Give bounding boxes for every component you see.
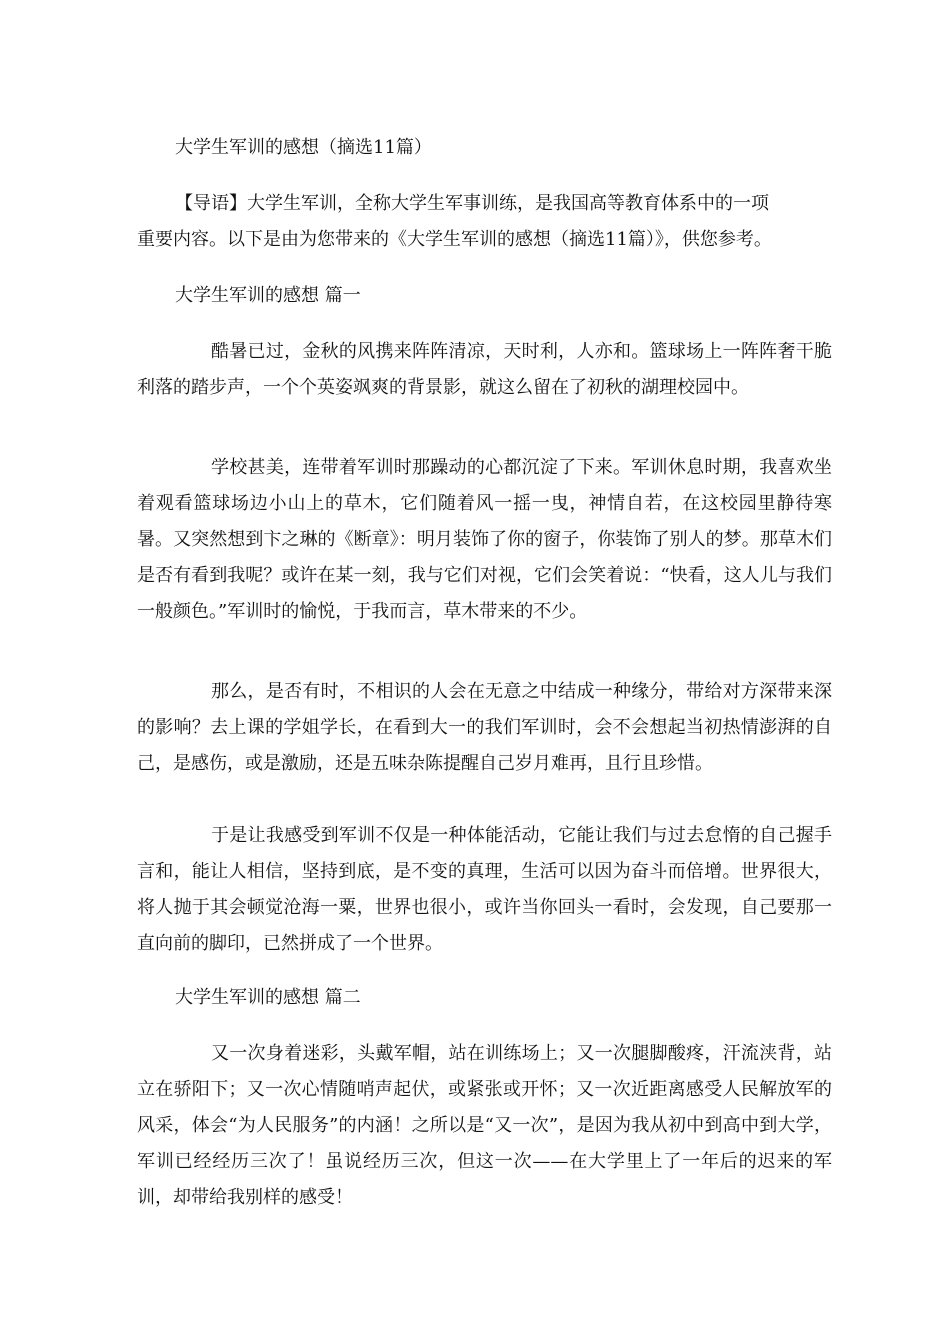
section-2-paragraph-1: 又一次身着迷彩，头戴军帽，站在训练场上；又一次腿脚酸疼，汗流浃背，站立在骄阳下；又一次心情随哨声起伏，或紧张或开怀；又一次近距离感受人民解放军的风采，体会“为人民服务”的内涵！之所以是“又一次”，是因为我从初中到高中到大学，军训已经经历三次了！虽说经历三次，但这一次——在大学里上了一年后的迟来的军训，却带给我别样的感受！ xyxy=(137,1043,832,1208)
document-title: 大学生军训的感想（摘选11篇） xyxy=(175,137,432,158)
intro-line-2: 重要内容。以下是由为您带来的《大学生军训的感想（摘选11篇）》，供您参考。 xyxy=(137,229,772,250)
section-1-paragraph-3: 那么，是否有时，不相识的人会在无意之中结成一种缘分，带给对方深带来深的影响？去上课的学姐学长，在看到大一的我们军训时，会不会想起当初热情澎湃的自己，是感伤，或是激励，还是五味杂陈提醒自己岁月难再，且行且珍惜。 xyxy=(137,681,832,774)
section-1-paragraph-2: 学校甚美，连带着军训时那躁动的心都沉淀了下来。军训休息时期，我喜欢坐着观看篮球场边小山上的草木，它们随着风一摇一曳，神情自若，在这校园里静待寒暑。又突然想到卞之琳的《断章》：明月装饰了你的窗子，你装饰了别人的梦。那草木们是否有看到我呢？或许在某一刻，我与它们对视，它们会笑着说：“快看，这人儿与我们一般颜色。”军训时的愉悦，于我而言，草木带来的不少。 xyxy=(137,457,832,622)
section-heading-2: 大学生军训的感想 篇二 xyxy=(175,987,361,1008)
section-1-paragraph-4: 于是让我感受到军训不仅是一种体能活动，它能让我们与过去怠惰的自己握手言和，能让人相信，坚持到底，是不变的真理，生活可以因为奋斗而倍增。世界很大，将人抛于其会顿觉沧海一粟，世界也很小，或许当你回头一看时，会发现，自己要那一直向前的脚印，已然拼成了一个世界。 xyxy=(137,825,832,954)
intro-line-1: 【导语】大学生军训，全称大学生军事训练，是我国高等教育体系中的一项 xyxy=(175,193,769,214)
section-1-paragraph-1: 酷暑已过，金秋的风携来阵阵清凉，天时利，人亦和。篮球场上一阵阵奢干脆利落的踏步声，一个个英姿飒爽的背景影，就这么留在了初秋的湖理校园中。 xyxy=(137,341,832,398)
section-heading-1: 大学生军训的感想 篇一 xyxy=(175,285,361,306)
